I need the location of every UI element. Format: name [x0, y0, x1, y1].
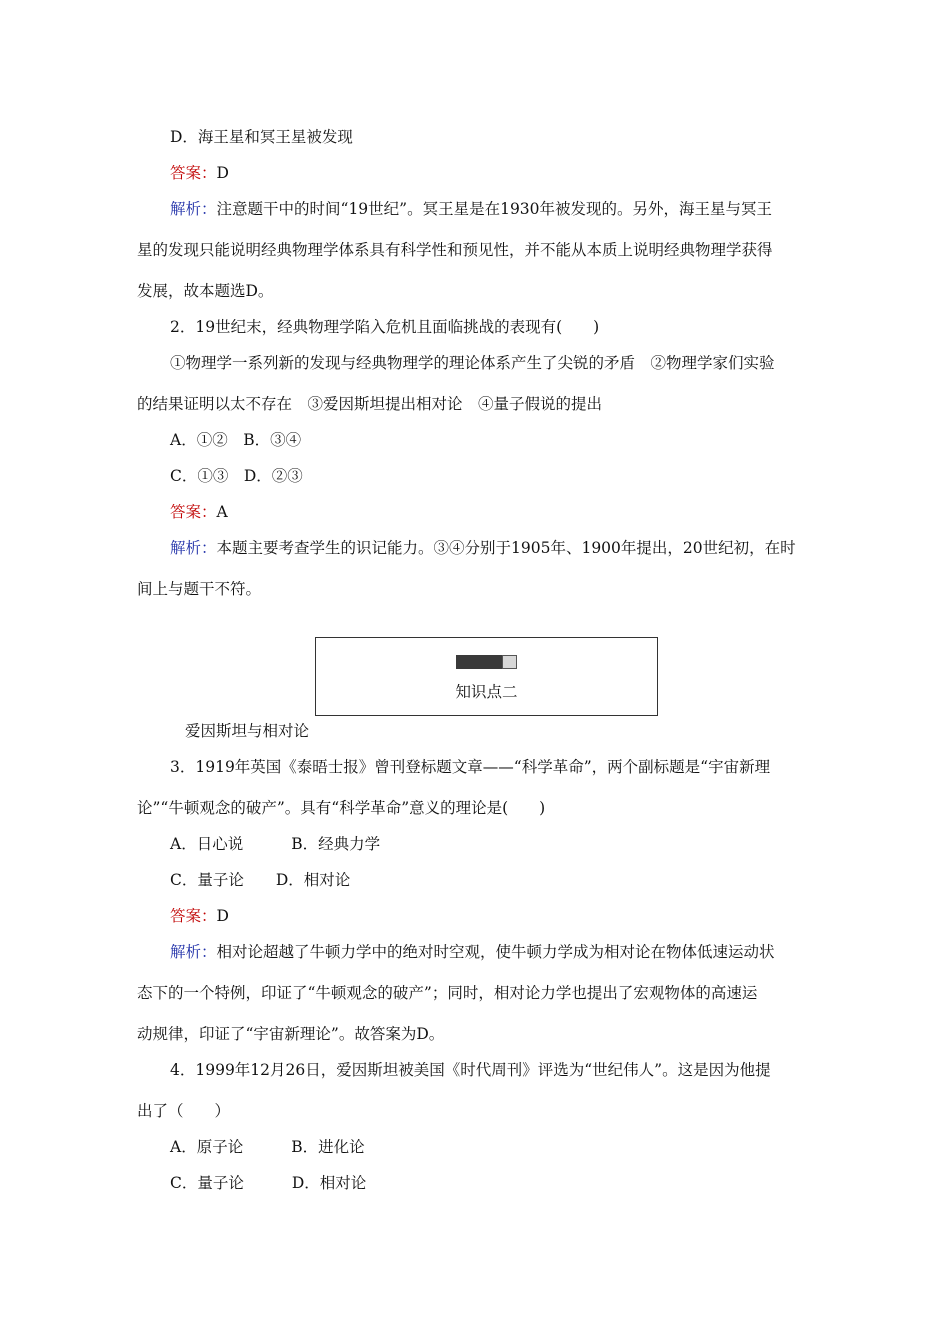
q3-stem-line-2: 论”“牛顿观念的破产”。具有“科学革命”意义的理论是( )	[137, 799, 546, 817]
q1-option-d: D．海王星和冥王星被发现	[170, 128, 353, 146]
q3-options-cd	[170, 870, 350, 890]
analysis-label: 解析：	[170, 539, 217, 557]
q2-analysis-line-1	[170, 538, 796, 558]
q1-answer	[170, 163, 229, 183]
q3-option-a: A．日心说	[170, 835, 244, 853]
q4-stem-line-2: 出了（ ）	[137, 1102, 231, 1120]
analysis-label: 解析：	[170, 943, 217, 961]
q2-analysis-line-2: 间上与题干不符。	[137, 580, 262, 598]
q3-analysis-line-3: 动规律，印证了“宇宙新理论”。故答案为D。	[137, 1025, 445, 1043]
q2-options-ab: A．①② B．③④	[170, 431, 302, 449]
q4-stem-line-1: 4．1999年12月26日，爱因斯坦被美国《时代周刊》评选为“世纪伟人”。这是因为他提	[170, 1061, 771, 1079]
answer-value: A	[216, 503, 228, 521]
q4-options-ab	[170, 1137, 365, 1157]
q4-options-cd	[170, 1173, 366, 1193]
answer-label: 答案：	[170, 907, 217, 925]
section-topic: 爱因斯坦与相对论	[185, 722, 310, 740]
answer-value: D	[216, 907, 229, 925]
progress-bar-fill	[456, 655, 502, 669]
knowledge-point-box	[315, 637, 658, 716]
progress-bar-icon	[456, 655, 517, 669]
q3-option-c: C．量子论	[170, 871, 244, 889]
answer-label: 答案：	[170, 164, 217, 182]
q3-option-b: B．经典力学	[291, 835, 381, 853]
q3-answer	[170, 906, 229, 926]
analysis-text: 注意题干中的时间“19世纪”。冥王星是在1930年被发现的。另外，海王星与冥王	[216, 200, 773, 218]
q1-analysis-line-1	[170, 199, 772, 219]
q2-answer	[170, 502, 228, 522]
q3-analysis-line-1	[170, 942, 775, 962]
progress-bar-track	[502, 655, 517, 669]
analysis-label: 解析：	[170, 200, 217, 218]
q1-analysis-line-3: 发展，故本题选D。	[137, 282, 274, 300]
q2-stem: 2．19世纪末，经典物理学陷入危机且面临挑战的表现有( )	[170, 318, 600, 336]
answer-value: D	[216, 164, 229, 182]
q3-stem-line-1: 3．1919年英国《泰晤士报》曾刊登标题文章——“科学革命”，两个副标题是“宇宙新理	[170, 758, 771, 776]
analysis-text: 本题主要考查学生的识记能力。③④分别于1905年、1900年提出，20世纪初，在时	[216, 539, 796, 557]
q2-items-line-1: ①物理学一系列新的发现与经典物理学的理论体系产生了尖锐的矛盾 ②物理学家们实验	[170, 354, 775, 372]
q4-option-a: A．原子论	[170, 1138, 244, 1156]
q4-option-c: C．量子论	[170, 1174, 244, 1192]
q3-analysis-line-2: 态下的一个特例，印证了“牛顿观念的破产”；同时，相对论力学也提出了宏观物体的高速运	[137, 984, 758, 1002]
knowledge-point-title: 知识点二	[455, 683, 518, 701]
q2-items-line-2: 的结果证明以太不存在 ③爱因斯坦提出相对论 ④量子假说的提出	[137, 395, 603, 413]
q2-options-cd: C．①③ D．②③	[170, 467, 303, 485]
q3-options-ab	[170, 834, 380, 854]
q4-option-b: B．进化论	[291, 1138, 365, 1156]
answer-label: 答案：	[170, 503, 217, 521]
analysis-text: 相对论超越了牛顿力学中的绝对时空观，使牛顿力学成为相对论在物体低速运动状	[216, 943, 775, 961]
q1-analysis-line-2: 星的发现只能说明经典物理学体系具有科学性和预见性，并不能从本质上说明经典物理学获得	[137, 241, 773, 259]
q4-option-d: D．相对论	[291, 1174, 367, 1192]
q3-option-d: D．相对论	[275, 871, 351, 889]
